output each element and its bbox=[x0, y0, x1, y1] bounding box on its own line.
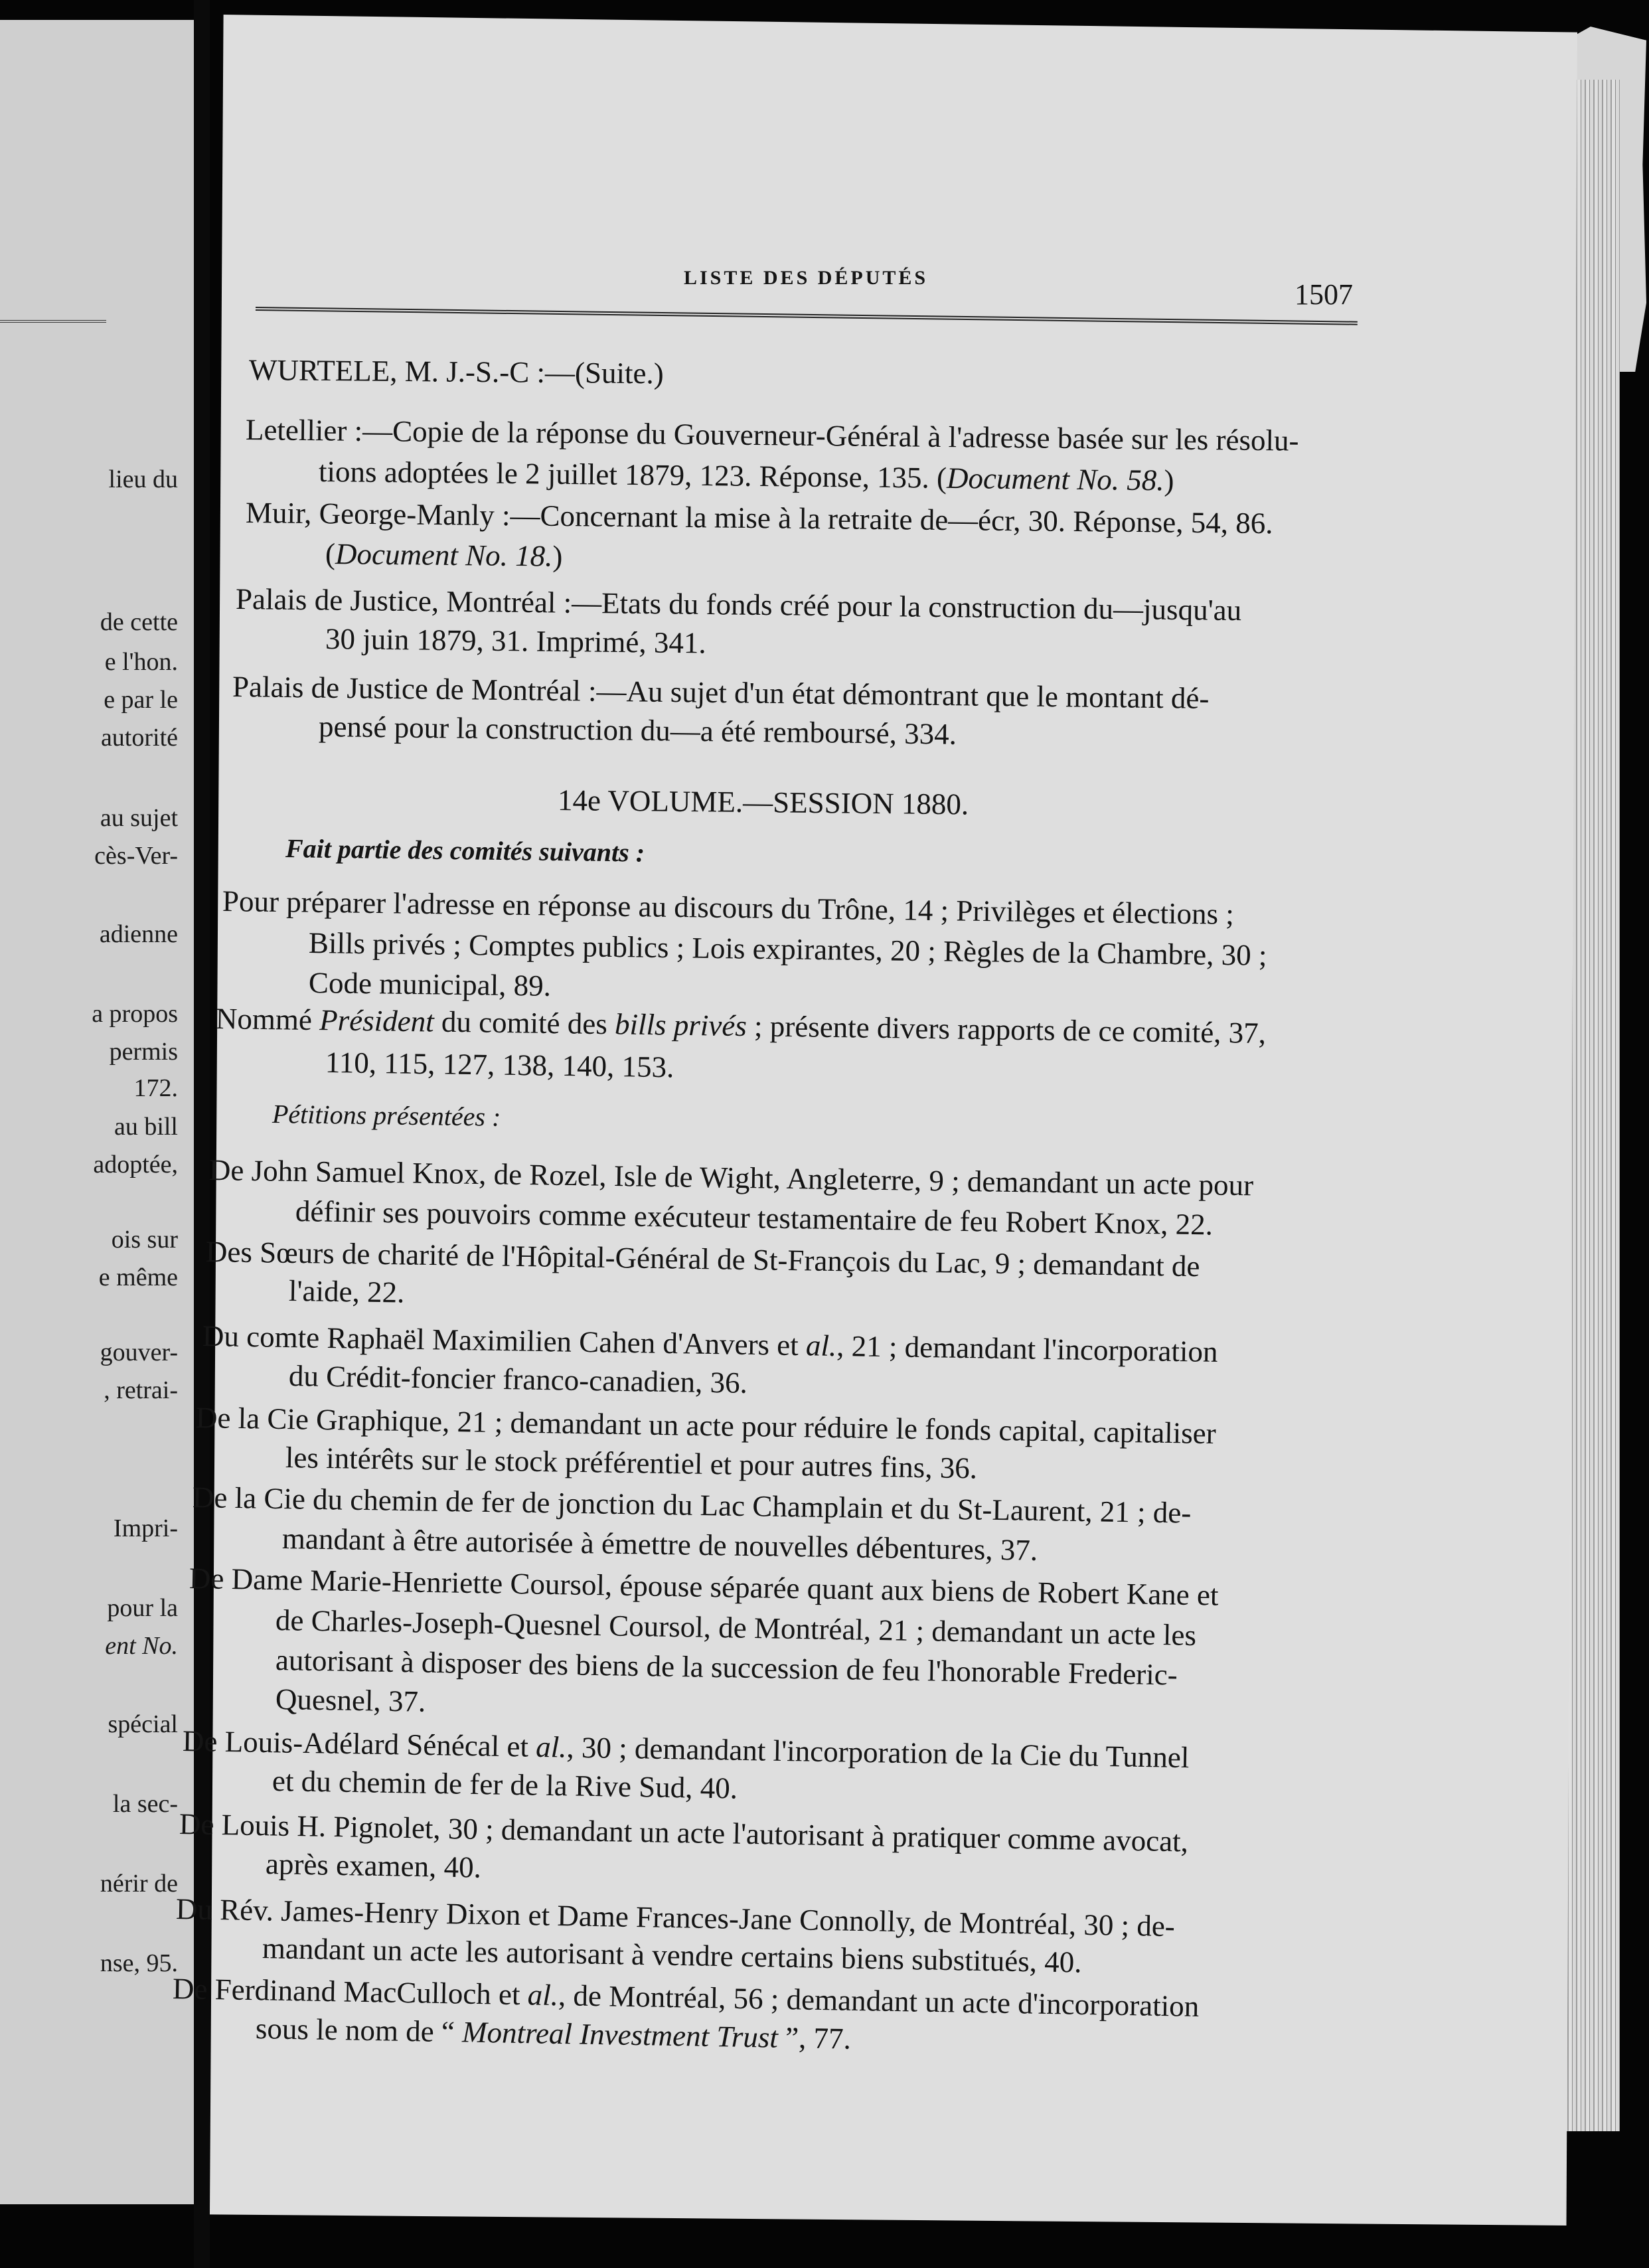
subsection-heading: Pétitions présentées : bbox=[272, 1099, 501, 1132]
text-line: De Dame Marie-Henriette Coursol, épouse séparée quant aux biens de Robert Kane et bbox=[189, 1562, 1219, 1612]
left-page-text: la sec- bbox=[112, 1790, 178, 1818]
left-page-text: lieu du bbox=[108, 465, 178, 493]
text-line: Code municipal, 89. bbox=[308, 966, 552, 1003]
left-page-text: spécial bbox=[108, 1710, 178, 1738]
text-line: et du chemin de fer de la Rive Sud, 40. bbox=[272, 1764, 738, 1805]
text-line: de Charles-Joseph-Quesnel Coursol, de Montréal, 21 ; demandant un acte les bbox=[275, 1603, 1197, 1652]
text-line: sous le nom de “ Montreal Investment Trust ”, 77. bbox=[255, 2012, 852, 2056]
text-line: Palais de Justice, Montréal :—Etats du fonds créé pour la construction du—jusqu'au bbox=[235, 582, 1242, 627]
text-line: Muir, George-Manly :—Concernant la mise à la retraite de—écr, 30. Réponse, 54, 86. bbox=[245, 496, 1273, 540]
text-line: pensé pour la construction du—a été remboursé, 334. bbox=[318, 710, 957, 751]
left-page-text: 172. bbox=[133, 1074, 178, 1102]
left-page-text: permis bbox=[109, 1038, 178, 1066]
text-line: l'aide, 22. bbox=[288, 1274, 405, 1309]
text-line: De John Samuel Knox, de Rozel, Isle de Wight, Angleterre, 9 ; demandant un acte pour bbox=[208, 1153, 1254, 1202]
left-page-text: e l'hon. bbox=[104, 648, 178, 676]
section-heading: 14e VOLUME.—SESSION 1880. bbox=[557, 783, 969, 821]
text-line: autorisant à disposer des biens de la succession de feu l'honorable Frederic- bbox=[275, 1643, 1178, 1692]
left-page-text: adienne bbox=[99, 920, 178, 948]
text-line: 110, 115, 127, 138, 140, 153. bbox=[325, 1046, 674, 1084]
text-line: les intérêts sur le stock préférentiel et pour autres fins, 36. bbox=[285, 1441, 978, 1485]
text-line: De la Cie du chemin de fer de jonction du Lac Champlain et du St-Laurent, 21 ; de- bbox=[192, 1481, 1192, 1530]
text-line: définir ses pouvoirs comme exécuteur testamentaire de feu Robert Knox, 22. bbox=[295, 1194, 1214, 1242]
text-line: Palais de Justice de Montréal :—Au sujet d'un état démontrant que le montant dé- bbox=[232, 670, 1210, 715]
text-line: Letellier :—Copie de la réponse du Gouverneur-Général à l'adresse basée sur les résolu- bbox=[245, 413, 1299, 457]
left-page-text: pour la bbox=[107, 1594, 178, 1622]
left-page-text: a propos bbox=[92, 1000, 178, 1028]
left-page-text: au sujet bbox=[100, 804, 178, 832]
text-line: Quesnel, 37. bbox=[275, 1682, 426, 1718]
left-page-text: ent No. bbox=[105, 1632, 178, 1660]
page-number: 1507 bbox=[1295, 278, 1353, 311]
left-page-text: e même bbox=[98, 1263, 178, 1291]
text-line: après examen, 40. bbox=[265, 1847, 482, 1884]
text-line: Pour préparer l'adresse en réponse au discours du Trône, 14 ; Privilèges et élections ; bbox=[222, 884, 1235, 931]
text-line: 30 juin 1879, 31. Imprimé, 341. bbox=[325, 622, 706, 660]
left-page-text: ois sur bbox=[111, 1226, 178, 1254]
text-line: du Crédit-foncier franco-canadien, 36. bbox=[288, 1359, 748, 1400]
text-line: De la Cie Graphique, 21 ; demandant un acte pour réduire le fonds capital, capitaliser bbox=[195, 1401, 1217, 1451]
text-line: De Louis-Adélard Sénécal et al., 30 ; demandant l'incorporation de la Cie du Tunnel bbox=[182, 1724, 1190, 1775]
text-line: tions adoptées le 2 juillet 1879, 123. Réponse, 135. (Document No. 58.) bbox=[318, 455, 1174, 497]
left-page-text: e par le bbox=[104, 686, 178, 714]
left-page-text: cès-Ver- bbox=[94, 842, 178, 870]
subsection-heading: Fait partie des comités suivants : bbox=[285, 833, 645, 868]
text-line: mandant un acte les autorisant à vendre certains biens substitués, 40. bbox=[262, 1931, 1082, 1979]
text-line: Du Rév. James-Henry Dixon et Dame Frances-Jane Connolly, de Montréal, 30 ; de- bbox=[175, 1892, 1176, 1943]
left-page-text: au bill bbox=[114, 1113, 178, 1141]
text-line: (Document No. 18.) bbox=[325, 537, 563, 573]
entry-heading: WURTELE, M. J.-S.-C :—(Suite.) bbox=[248, 353, 664, 390]
text-line: De Louis H. Pignolet, 30 ; demandant un acte l'autorisant à pratiquer comme avocat, bbox=[179, 1807, 1189, 1858]
left-page-text: Impri- bbox=[113, 1514, 178, 1542]
left-page-text: gouver- bbox=[100, 1338, 178, 1366]
text-line: Du comte Raphaël Maximilien Cahen d'Anvers et al., 21 ; demandant l'incorporation bbox=[202, 1319, 1218, 1369]
left-page-text: , retrai- bbox=[104, 1376, 178, 1404]
left-page-text: nse, 95. bbox=[100, 1949, 178, 1977]
text-line: mandant à être autorisée à émettre de nouvelles débentures, 37. bbox=[281, 1522, 1038, 1567]
text-line: Nommé Président du comité des bills privés ; présente divers rapports de ce comité, 37, bbox=[215, 1002, 1267, 1050]
text-line: De Ferdinand MacCulloch et al., de Montréal, 56 ; demandant un acte d'incorporation bbox=[172, 1972, 1200, 2023]
left-page-text: adoptée, bbox=[93, 1151, 178, 1178]
left-page-text: nérir de bbox=[100, 1870, 178, 1898]
running-header: LISTE DES DÉPUTÉS bbox=[684, 267, 929, 289]
text-line: Bills privés ; Comptes publics ; Lois expirantes, 20 ; Règles de la Chambre, 30 ; bbox=[308, 926, 1267, 972]
text-line: Des Sœurs de charité de l'Hôpital-Général de St-François du Lac, 9 ; demandant de bbox=[205, 1235, 1200, 1283]
left-page-text: de cette bbox=[100, 608, 178, 636]
left-page-text: autorité bbox=[100, 724, 178, 752]
header-rule bbox=[256, 307, 1358, 325]
